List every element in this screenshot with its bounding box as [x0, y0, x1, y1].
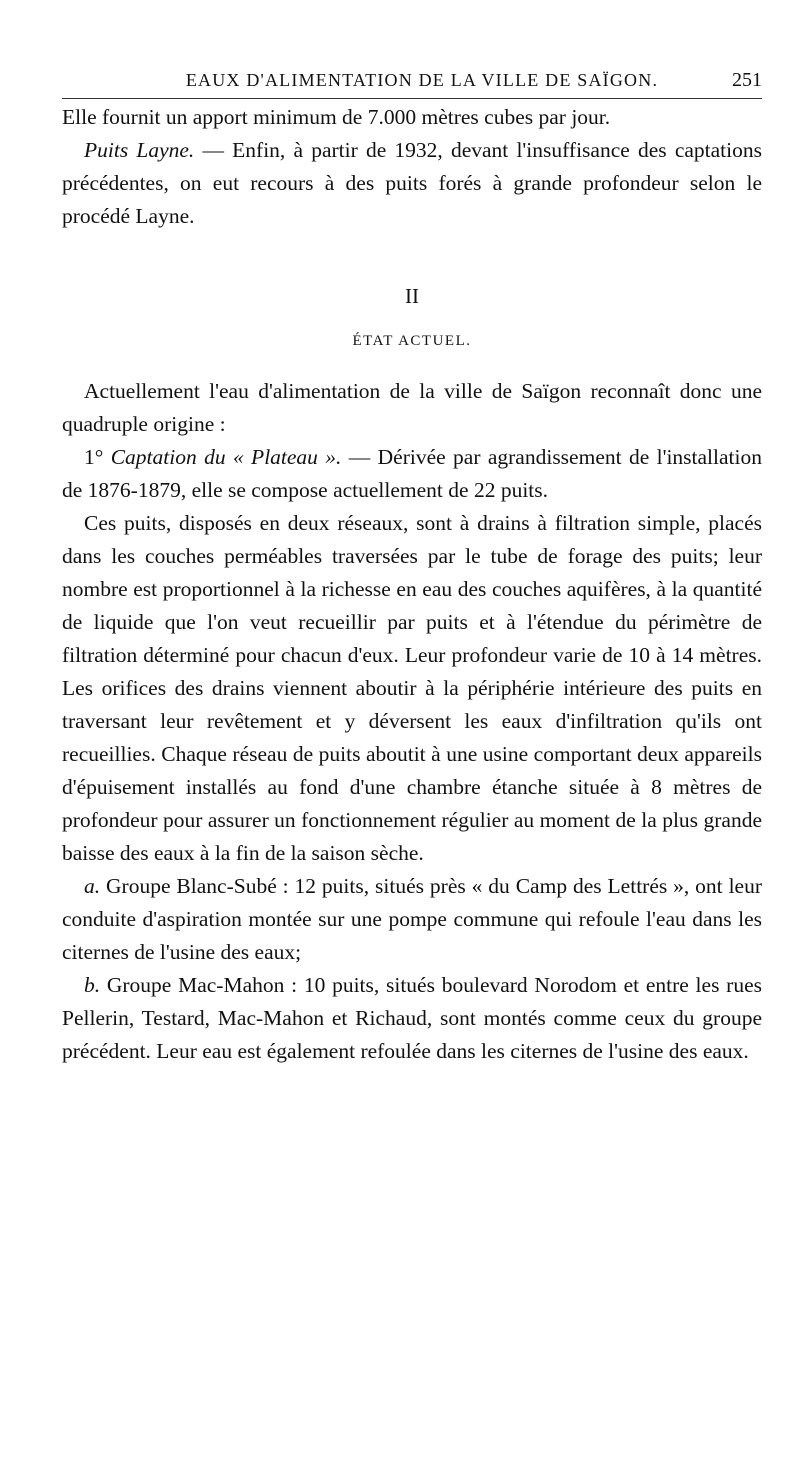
page	[62, 62, 762, 1068]
page-number: 251	[732, 69, 762, 91]
puits-layne-text: — Enfin, à partir de 1932, devant l'insuffisance des captations précédentes, on eut recours à des puits forés à grande profondeur selon le procédé Layne.	[62, 138, 762, 228]
paragraph-captation	[62, 441, 762, 507]
running-head	[62, 62, 762, 99]
section-title: ÉTAT ACTUEL.	[352, 333, 472, 349]
captation-number: 1°	[84, 445, 104, 469]
section-number: II	[405, 284, 419, 308]
groupe-a-text: Groupe Blanc-Subé : 12 puits, situés près « du Camp des Lettrés », ont leur conduite d'aspiration montée sur une pompe commune qui refoule l'eau dans les citernes de l'usine des eaux;	[62, 874, 762, 964]
captation-text: — Dérivée par agrandissement de l'installation de 1876-1879, elle se compose actuellement de 22 puits.	[62, 445, 762, 502]
paragraph-puits-description: Ces puits, disposés en deux réseaux, sont à drains à filtration simple, placés dans les couches perméables traversées par le tube de forage des puits; leur nombre est proportionnel à la richesse en eau des couches aquifères, à la quantité de liquide que l'on veut recueillir par puits et à l'étendue du périmètre de filtration déterminé pour chacun d'eux. Leur profondeur varie de 10 à 14 mètres. Les orifices des drains viennent aboutir à la périphérie intérieure des puits en traversant leur revêtement et y déversent les eaux d'infiltration qu'ils ont recueillies. Chaque réseau de puits aboutit à une usine comportant deux appareils d'épuisement installés au fond d'une chambre étanche située à 8 mètres de profondeur pour assurer un fonctionnement régulier au moment de la plus grande baisse des eaux à la fin de la saison sèche.	[62, 511, 762, 865]
groupe-b-text: Groupe Mac-Mahon : 10 puits, situés boulevard Norodom et entre les rues Pellerin, Testard, Mac-Mahon et Richaud, sont montés comme ceux du groupe précédent. Leur eau est également refoulée dans les citernes de l'usine des eaux.	[62, 973, 762, 1063]
paragraph-intro: Actuellement l'eau d'alimentation de la ville de Saïgon reconnaît donc une quadruple origine :	[62, 379, 762, 436]
groupe-b-label: b.	[84, 973, 101, 997]
groupe-a-label: a.	[84, 874, 101, 898]
captation-label: Captation du « Plateau ».	[110, 445, 342, 469]
paragraph-groupe-mac-mahon	[62, 969, 762, 1068]
paragraph-puits-layne	[62, 134, 762, 233]
running-title: EAUX D'ALIMENTATION DE LA VILLE DE SAÏGON.	[185, 70, 659, 90]
paragraph-1: Elle fournit un apport minimum de 7.000 mètres cubes par jour.	[62, 105, 611, 129]
puits-layne-label: Puits Layne.	[84, 138, 195, 162]
paragraph-groupe-blanc-sube	[62, 870, 762, 969]
